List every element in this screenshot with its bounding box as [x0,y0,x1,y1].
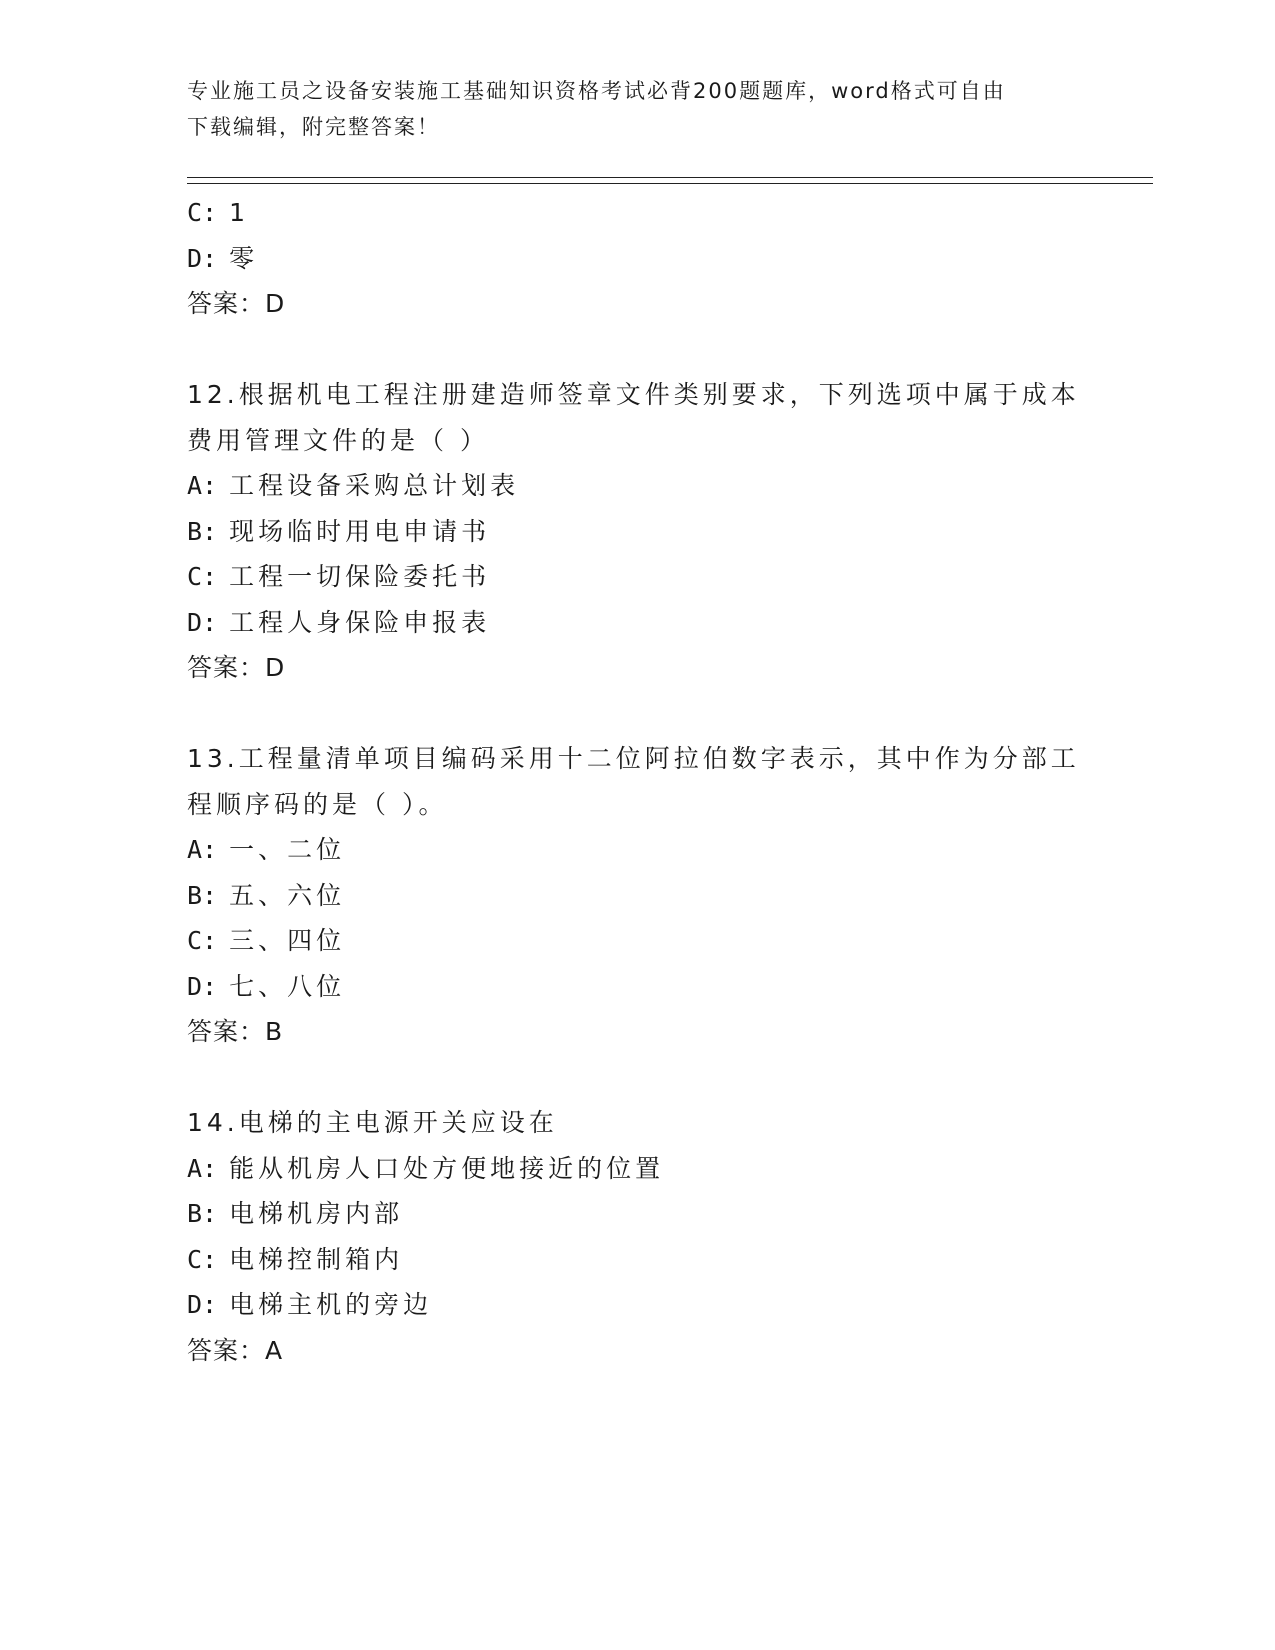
header-divider-bottom [187,183,1153,184]
answer-line: 答案：B [187,1017,284,1046]
option-text: 现场临时用电申请书 [229,516,491,546]
option-letter: C: [187,1244,218,1274]
question-stem-line-1: 12.根据机电工程注册建造师签章文件类别要求，下列选项中属于成本 [187,380,1080,409]
option-c [187,918,1087,964]
option-letter: A: [187,471,218,500]
spacer [187,327,1087,373]
option-letter: B: [187,1199,218,1228]
spacer [187,1055,1087,1101]
option-text: 七、八位 [229,971,346,1001]
option-letter: D: [187,1290,218,1319]
option-b [187,873,1087,919]
option-d [187,600,1087,646]
option-d [187,1282,1087,1328]
spacer [187,691,1087,737]
question-14 [187,1100,1087,1373]
answer-line: 答案：D [187,289,286,318]
option-text: 电梯控制箱内 [229,1244,404,1274]
option-text: 电梯主机的旁边 [229,1290,433,1319]
option-text: 五、六位 [229,880,346,910]
question-fragment [187,190,1087,327]
question-stem-line-2: 费用管理文件的是（ ） [187,425,489,455]
option-text: 能从机房人口处方便地接近的位置 [229,1153,665,1183]
question-12 [187,372,1087,691]
option-letter: B: [187,880,218,910]
option-letter: A: [187,835,218,864]
option-letter: D: [187,243,218,273]
header-line-1: 专业施工员之设备安装施工基础知识资格考试必背200题题库，word格式可自由 [187,79,1006,103]
option-b [187,509,1087,555]
option-c [187,554,1087,600]
document-header [187,73,1067,145]
header-line-2: 下载编辑，附完整答案！ [187,115,440,139]
option-letter: B: [187,516,218,546]
option-text: 三、四位 [229,926,346,955]
option-text: 电梯机房内部 [229,1199,404,1228]
option-letter: D: [187,971,218,1001]
option-letter: A: [187,1153,218,1183]
option-a [187,827,1087,873]
option-text: 一、二位 [229,835,346,864]
question-list [187,190,1087,1373]
option-a [187,1146,1087,1192]
option-c [187,1237,1087,1283]
question-13 [187,736,1087,1055]
option-d [187,236,1087,282]
option-text: 工程设备采购总计划表 [229,471,520,500]
option-letter: C: [187,562,218,591]
answer-line: 答案：D [187,653,286,682]
option-c [187,190,1087,236]
answer-line: 答案：A [187,1335,284,1365]
question-stem-line-2: 程顺序码的是（ ）。 [187,789,448,819]
option-text: 工程人身保险申报表 [229,607,491,637]
option-letter: D: [187,607,218,637]
question-stem-line-1: 14.电梯的主电源开关应设在 [187,1108,558,1137]
option-text: 1 [229,198,249,227]
option-text: 工程一切保险委托书 [229,562,491,591]
option-letter: C: [187,198,218,227]
option-b [187,1191,1087,1237]
question-stem-line-1: 13.工程量清单项目编码采用十二位阿拉伯数字表示，其中作为分部工 [187,744,1080,773]
option-d [187,964,1087,1010]
option-letter: C: [187,926,218,955]
option-text: 零 [229,243,259,273]
option-a [187,463,1087,509]
header-divider-top [187,177,1153,178]
